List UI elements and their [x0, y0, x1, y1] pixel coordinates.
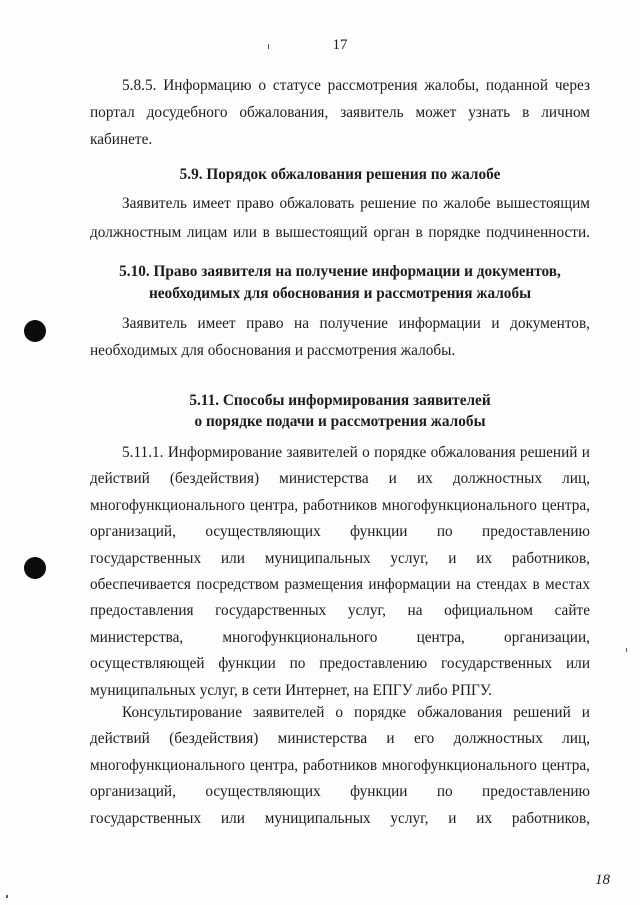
text-line: действий (бездействия) министерства и его должностных лиц, [90, 730, 590, 748]
text-line: действий (бездействия) министерства и их должностных лиц, [90, 470, 590, 488]
heading-line: о порядке подачи и рассмотрения жалобы [194, 413, 486, 430]
page-number: 17 [332, 37, 348, 53]
paragraph [90, 310, 590, 364]
heading-line: 5.9. Порядок обжалования решения по жалобе [179, 166, 501, 183]
section-heading [90, 261, 590, 305]
text-line: обеспечивается посредством размещения информации на стендах в местах [90, 576, 590, 594]
paragraph [90, 700, 590, 832]
heading-line: необходимых для обоснования и рассмотрения жалобы [148, 285, 532, 302]
scan-mark-bottom-left [6, 895, 8, 898]
text-line: предоставления государственных услуг, на официальном сайте [90, 602, 590, 620]
paragraph [90, 440, 590, 704]
text-line: Заявитель имеет право на получение информации и документов, [122, 315, 590, 332]
scan-mark-top [268, 44, 269, 49]
text-line: портал досудебного обжалования, заявитель может узнать в личном [90, 104, 590, 121]
handwritten-page-mark: 18 [595, 872, 610, 888]
text-line: 5.11.1. Информирование заявителей о порядке обжалования решений и [122, 444, 590, 461]
heading-line: 5.10. Право заявителя на получение информации и документов, [119, 263, 561, 280]
text-line: Консультирование заявителей о порядке обжалования решений и [122, 704, 590, 721]
punch-hole-bottom [24, 557, 46, 579]
text-line: министерства, многофункционального центра, организации, [90, 628, 590, 646]
text-line: должностным лицам или в вышестоящий орган в порядке подчиненности. [90, 224, 590, 241]
section-heading [90, 390, 590, 432]
paragraph [90, 72, 590, 153]
heading-line: 5.11. Способы информирования заявителей [189, 392, 491, 409]
text-line: государственных или муниципальных услуг, и их работников, [90, 809, 590, 827]
text-line: многофункционального центра, работников многофункционального центра, [90, 756, 590, 774]
text-line: необходимых для обоснования и рассмотрения жалобы. [90, 342, 456, 359]
text-line: Заявитель имеет право обжаловать решение по жалобе вышестоящим [122, 195, 590, 212]
punch-hole-top [24, 320, 46, 342]
text-line: многофункционального центра, работников многофункционального центра, [90, 496, 590, 514]
text-line: муниципальных услуг, в сети Интернет, на ЕПГУ либо РПГУ. [90, 681, 492, 699]
text-line: государственных или муниципальных услуг, и их работников, [90, 549, 590, 567]
scan-mark-right [626, 648, 627, 652]
paragraph [90, 189, 590, 247]
text-line: организаций, осуществляющих функции по предоставлению [90, 523, 590, 541]
text-line: организаций, осуществляющих функции по предоставлению [90, 783, 590, 801]
text-line: 5.8.5. Информацию о статусе рассмотрения жалобы, поданной через [122, 77, 590, 94]
section-heading [90, 163, 590, 186]
text-line: осуществляющей функции по предоставлению государственных или [90, 655, 590, 673]
text-line: кабинете. [90, 131, 153, 148]
